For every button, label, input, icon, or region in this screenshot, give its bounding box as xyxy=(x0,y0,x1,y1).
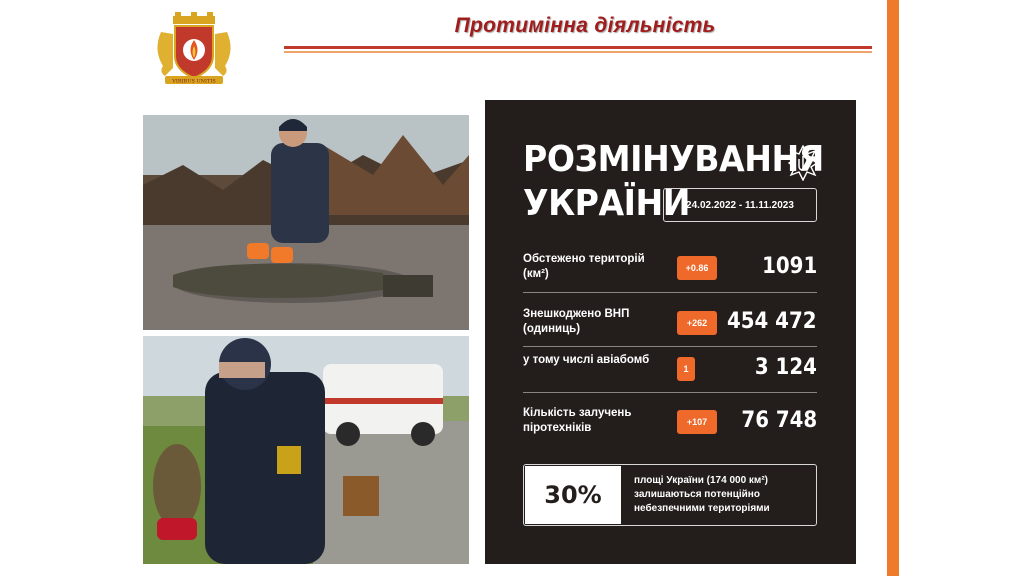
title-underline-accent xyxy=(284,51,872,53)
stat-delta-badge: 1 xyxy=(677,357,695,381)
stat-label: Обстежено територій (км²) xyxy=(523,253,645,280)
headline-line-1: РОЗМІНУВАННЯ xyxy=(523,139,824,180)
stat-label: Знешкоджено ВНП (одиниць) xyxy=(523,308,630,335)
stat-value: 454 472 xyxy=(727,309,817,334)
headline-line-2: УКРАЇНИ xyxy=(523,183,691,224)
percent-description: площі України (174 000 км²) залишаються потенційно небезпечними територіями xyxy=(634,475,770,514)
title-underline xyxy=(284,46,872,49)
page-title: Протимінна діяльність xyxy=(454,14,716,37)
stat-value: 76 748 xyxy=(741,408,817,433)
stat-value: 1091 xyxy=(761,254,817,279)
stat-row-neutralized xyxy=(523,307,817,347)
photo-sapper-bomb xyxy=(143,115,469,330)
coat-of-arms-logo xyxy=(143,10,245,86)
stat-row-surveyed xyxy=(523,252,817,292)
demining-infographic-panel xyxy=(485,100,856,564)
stat-row-aerial-bombs xyxy=(523,353,817,393)
stat-value: 3 124 xyxy=(754,355,817,380)
logo-motto: VIRIBUS UNITIS xyxy=(172,78,216,85)
percent-value: 30% xyxy=(525,466,621,524)
stat-label: у тому числі авіабомб xyxy=(523,354,650,366)
stat-divider xyxy=(523,392,817,393)
stat-delta-badge: +0.86 xyxy=(677,256,717,280)
photo-sapper-vehicle xyxy=(143,336,469,564)
stat-delta-badge: +107 xyxy=(677,410,717,434)
date-range-badge: 24.02.2022 - 11.11.2023 xyxy=(663,188,817,222)
stat-row-deployments xyxy=(523,406,817,446)
stat-divider xyxy=(523,292,817,293)
stat-label: Кількість залучень піротехніків xyxy=(523,407,632,434)
stat-divider xyxy=(523,346,817,347)
trident-emblem-icon xyxy=(788,145,818,181)
right-accent-bar xyxy=(887,0,899,576)
dangerous-area-summary xyxy=(523,464,817,526)
stat-delta-badge: +262 xyxy=(677,311,717,335)
